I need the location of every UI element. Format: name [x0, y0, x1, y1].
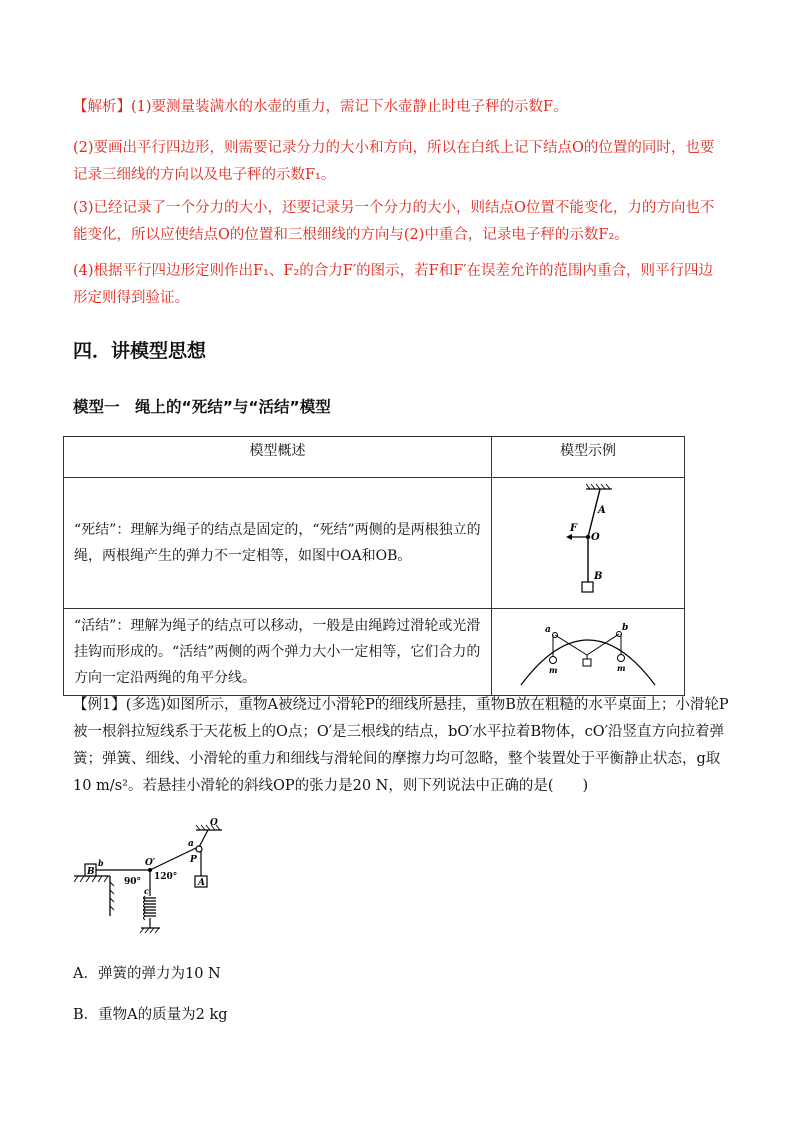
model-title: 模型一 绳上的“死结”与“活结”模型: [73, 398, 331, 416]
label-a: a: [545, 625, 551, 635]
section-title: 四．讲模型思想: [73, 340, 207, 362]
label-F: F: [570, 522, 578, 534]
analysis-paragraph-4: (4)根据平行四边形定则作出F₁、F₂的合力F′的图示，若F和F′在误差允许的范围内重合，则平行四边形定则得到验证。: [73, 263, 714, 306]
dead-knot-figure: [528, 481, 648, 606]
label-P: P: [190, 855, 197, 865]
example-1-figure: [70, 812, 240, 944]
label-a: a: [188, 839, 194, 849]
label-c: c: [144, 886, 149, 896]
table-header-example: 模型示例: [492, 437, 685, 478]
label-B: B: [594, 570, 603, 582]
label-m-left: m: [549, 665, 558, 675]
label-A: A: [598, 504, 606, 516]
example-1-text: 【例1】(多选)如图所示，重物A被绕过小滑轮P的细线所悬挂，重物B放在粗糙的水平桌面上；小滑轮P被一根斜拉短线系于天花板上的O点；O′是三根线的结点，bO′水平拉着B物体，cO′沿竖直方向拉着弹簧；弹簧、细线、小滑轮的重力和细线与滑轮间的摩擦力均可忽略，整个装置处于平衡静止状态，g取10 m/s²。若悬挂小滑轮的斜线OP的张力是20 N，则下列说法中正确的是( ): [73, 697, 729, 794]
dead-knot-description: “死结”：理解为绳子的结点是固定的，“死结”两侧的是两根独立的绳，两根绳产生的弹力不一定相等，如图中OA和OB。: [74, 522, 481, 564]
option-A: A．弹簧的弹力为10 N: [73, 966, 221, 982]
label-b: b: [98, 858, 104, 868]
live-knot-description: “活结”：理解为绳子的结点可以移动，一般是由绳跨过滑轮或光滑挂钩而形成的。“活结”两侧的两个弹力大小一定相等，它们合力的方向一定沿两绳的角平分线。: [74, 618, 481, 686]
label-B: B: [87, 867, 95, 877]
model-table: [63, 436, 685, 696]
table-header-description: 模型概述: [64, 437, 492, 478]
option-B: B．重物A的质量为2 kg: [73, 1007, 228, 1023]
analysis-paragraph-1: 【解析】(1)要测量装满水的水壶的重力，需记下水壶静止时电子秤的示数F。: [73, 99, 568, 115]
label-b: b: [622, 623, 629, 633]
label-m-right: m: [617, 663, 626, 673]
analysis-paragraph-3: (3)已经记录了一个分力的大小，还要记录另一个分力的大小，则结点O位置不能变化，力的方向也不能变化，所以应使结点O的位置和三根细线的方向与(2)中重合，记录电子秤的示数F₂。: [73, 200, 715, 243]
analysis-paragraph-2: (2)要画出平行四边形，则需要记录分力的大小和方向，所以在白纸上记下结点O的位置的同时，也要记录三细线的方向以及电子秤的示数F₁。: [73, 140, 715, 183]
label-90-degree: 90°: [124, 877, 142, 887]
live-knot-figure: [513, 617, 663, 687]
label-O: O: [210, 818, 218, 828]
label-120-degree: 120°: [154, 872, 178, 882]
label-O-prime: O′: [145, 858, 156, 868]
label-A: A: [198, 878, 205, 888]
label-O: O: [591, 531, 600, 543]
